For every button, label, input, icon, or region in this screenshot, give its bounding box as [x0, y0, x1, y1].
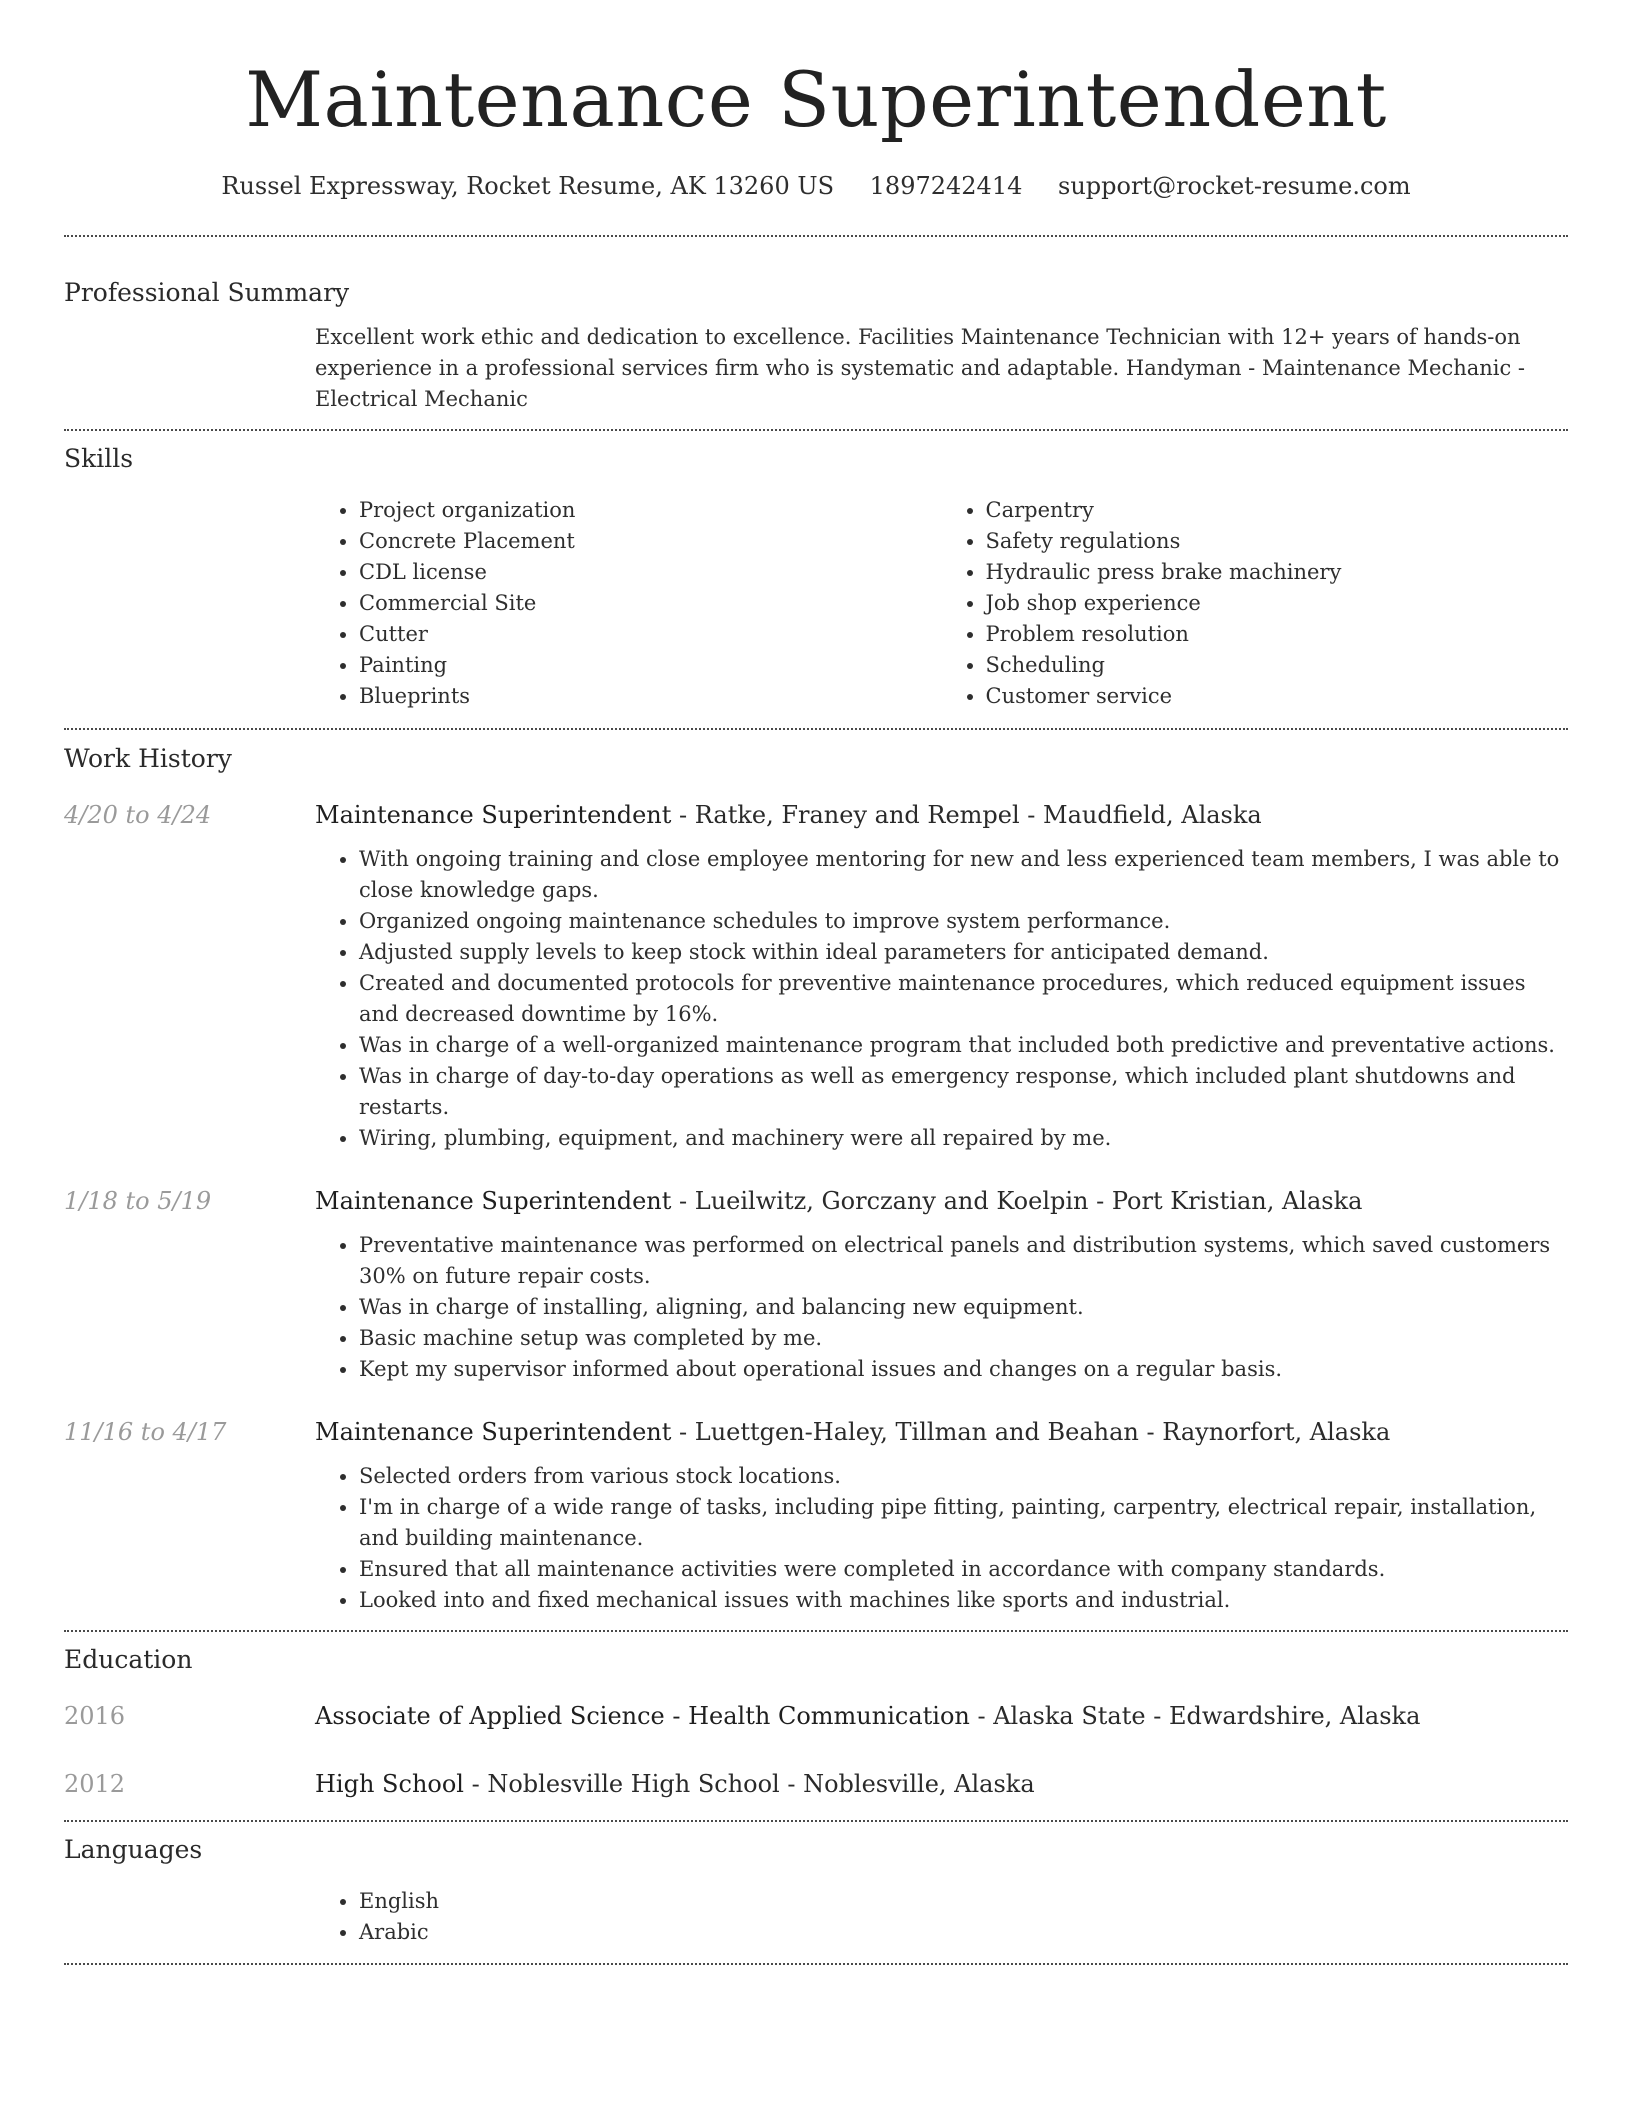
- contact-phone: 1897242414: [869, 172, 1023, 200]
- job-dates: 1/18 to 5/19: [64, 1187, 212, 1215]
- skill-item: • Cutter: [359, 619, 942, 650]
- education-school: - Noblesville High School - Noblesville, Alaska: [463, 1770, 1035, 1798]
- job-bullet: • Basic machine setup was completed by me.: [359, 1323, 1568, 1354]
- languages-heading: Languages: [64, 1835, 203, 1864]
- job-body: [315, 1184, 1568, 1385]
- work-history-section: [64, 742, 1568, 1616]
- job-bullet: • Looked into and fixed mechanical issues with machines like sports and industrial.: [359, 1585, 1568, 1616]
- work-history-heading: Work History: [64, 744, 232, 773]
- job-bullet: • Ensured that all maintenance activities were completed in accordance with company standards.: [359, 1554, 1568, 1585]
- job-bullet: • Preventative maintenance was performed on electrical panels and distribution systems, which saved customers 30% on future repair costs.: [359, 1230, 1568, 1292]
- section-divider: [64, 1963, 1568, 1965]
- job-role: Maintenance Superintendent: [315, 801, 672, 829]
- skill-item: • Blueprints: [359, 681, 942, 712]
- skill-item: • Job shop experience: [986, 588, 1569, 619]
- job-bullet: • Adjusted supply levels to keep stock within ideal parameters for anticipated demand.: [359, 937, 1568, 968]
- job-bullet: • Created and documented protocols for preventive maintenance procedures, which reduced equipment issues and decreased downtime by 16%.: [359, 968, 1568, 1030]
- education-heading: Education: [64, 1645, 193, 1674]
- job-employer: - Lueilwitz, Gorczany and Koelpin - Port Kristian, Alaska: [671, 1187, 1363, 1215]
- job-bullets: [315, 1230, 1568, 1385]
- job-bullet: • Wiring, plumbing, equipment, and machinery were all repaired by me.: [359, 1123, 1568, 1154]
- education-degree: Associate of Applied Science - Health Communication: [315, 1702, 970, 1730]
- job-bullet: • Organized ongoing maintenance schedules to improve system performance.: [359, 906, 1568, 937]
- education-year: 2012: [64, 1770, 126, 1798]
- education-entry: [64, 1699, 1568, 1733]
- job-bullet: • Kept my supervisor informed about operational issues and changes on a regular basis.: [359, 1354, 1568, 1385]
- job-dates: 11/16 to 4/17: [64, 1418, 227, 1446]
- skills-column-right: [942, 495, 1569, 712]
- section-divider: [64, 429, 1568, 431]
- job-bullet: • Was in charge of installing, aligning, and balancing new equipment.: [359, 1292, 1568, 1323]
- skill-item: • Carpentry: [986, 495, 1569, 526]
- section-divider: [64, 235, 1568, 237]
- section-divider: [64, 728, 1568, 730]
- resume-page: [64, 0, 1568, 1965]
- contact-address: Russel Expressway, Rocket Resume, AK 13260 US: [221, 172, 835, 200]
- skills-column-left: [315, 495, 942, 712]
- skill-item: • Painting: [359, 650, 942, 681]
- skill-item: • Project organization: [359, 495, 942, 526]
- education-section: [64, 1643, 1568, 1801]
- contact-line: [64, 170, 1568, 202]
- skills-heading: Skills: [64, 444, 134, 473]
- skill-item: • CDL license: [359, 557, 942, 588]
- education-title: [315, 1699, 1568, 1733]
- education-entry: [64, 1767, 1568, 1801]
- job-role: Maintenance Superintendent: [315, 1418, 672, 1446]
- job-bullet: • I'm in charge of a wide range of tasks, including pipe fitting, painting, carpentry, electrical repair, installation, and building maintenance.: [359, 1492, 1568, 1554]
- job-bullet: • With ongoing training and close employee mentoring for new and less experienced team members, I was able to close knowledge gaps.: [359, 844, 1568, 906]
- job-bullets: [315, 844, 1568, 1154]
- education-year: 2016: [64, 1702, 126, 1730]
- job-entry: [64, 1184, 1568, 1385]
- section-divider: [64, 1630, 1568, 1632]
- job-bullet: • Selected orders from various stock locations.: [359, 1461, 1568, 1492]
- skill-item: • Customer service: [986, 681, 1569, 712]
- job-bullet: • Was in charge of a well-organized maintenance program that included both predictive and preventative actions.: [359, 1030, 1568, 1061]
- job-bullets: [315, 1461, 1568, 1616]
- languages-list: [315, 1886, 1568, 1948]
- candidate-name: Maintenance Superintendent: [245, 55, 1387, 144]
- job-role: Maintenance Superintendent: [315, 1187, 672, 1215]
- contact-email: support@rocket-resume.com: [1058, 172, 1411, 200]
- education-title: [315, 1767, 1568, 1801]
- skill-item: • Problem resolution: [986, 619, 1569, 650]
- language-item: • Arabic: [359, 1917, 1568, 1948]
- skill-item: • Concrete Placement: [359, 526, 942, 557]
- summary-heading: Professional Summary: [64, 278, 350, 307]
- section-divider: [64, 1820, 1568, 1822]
- education-school: - Alaska State - Edwardshire, Alaska: [969, 1702, 1421, 1730]
- job-title: [315, 798, 1568, 832]
- education-degree: High School: [315, 1770, 464, 1798]
- job-entry: [64, 798, 1568, 1154]
- languages-bullets: [315, 1886, 1568, 1948]
- summary-text: Excellent work ethic and dedication to excellence. Facilities Maintenance Technician with 12+ years of hands-on experience in a professional services firm who is systematic and adaptable. Handyman - Maintenance Mechanic - Electrical Mechanic: [315, 325, 1526, 411]
- skill-item: • Hydraulic press brake machinery: [986, 557, 1569, 588]
- skills-list: [315, 495, 1568, 712]
- language-item: • English: [359, 1886, 1568, 1917]
- languages-section: [64, 1833, 1568, 1948]
- job-body: [315, 1415, 1568, 1616]
- skill-item: • Commercial Site: [359, 588, 942, 619]
- job-employer: - Luettgen-Haley, Tillman and Beahan - Raynorfort, Alaska: [671, 1418, 1391, 1446]
- skill-item: • Scheduling: [986, 650, 1569, 681]
- job-title: [315, 1415, 1568, 1449]
- job-title: [315, 1184, 1568, 1218]
- job-body: [315, 798, 1568, 1154]
- job-bullet: • Was in charge of day-to-day operations as well as emergency response, which included plant shutdowns and restarts.: [359, 1061, 1568, 1123]
- job-employer: - Ratke, Franey and Rempel - Maudfield, Alaska: [671, 801, 1262, 829]
- skills-section: [64, 442, 1568, 712]
- skill-item: • Safety regulations: [986, 526, 1569, 557]
- job-entry: [64, 1415, 1568, 1616]
- job-dates: 4/20 to 4/24: [64, 801, 212, 829]
- summary-section: [64, 276, 1568, 415]
